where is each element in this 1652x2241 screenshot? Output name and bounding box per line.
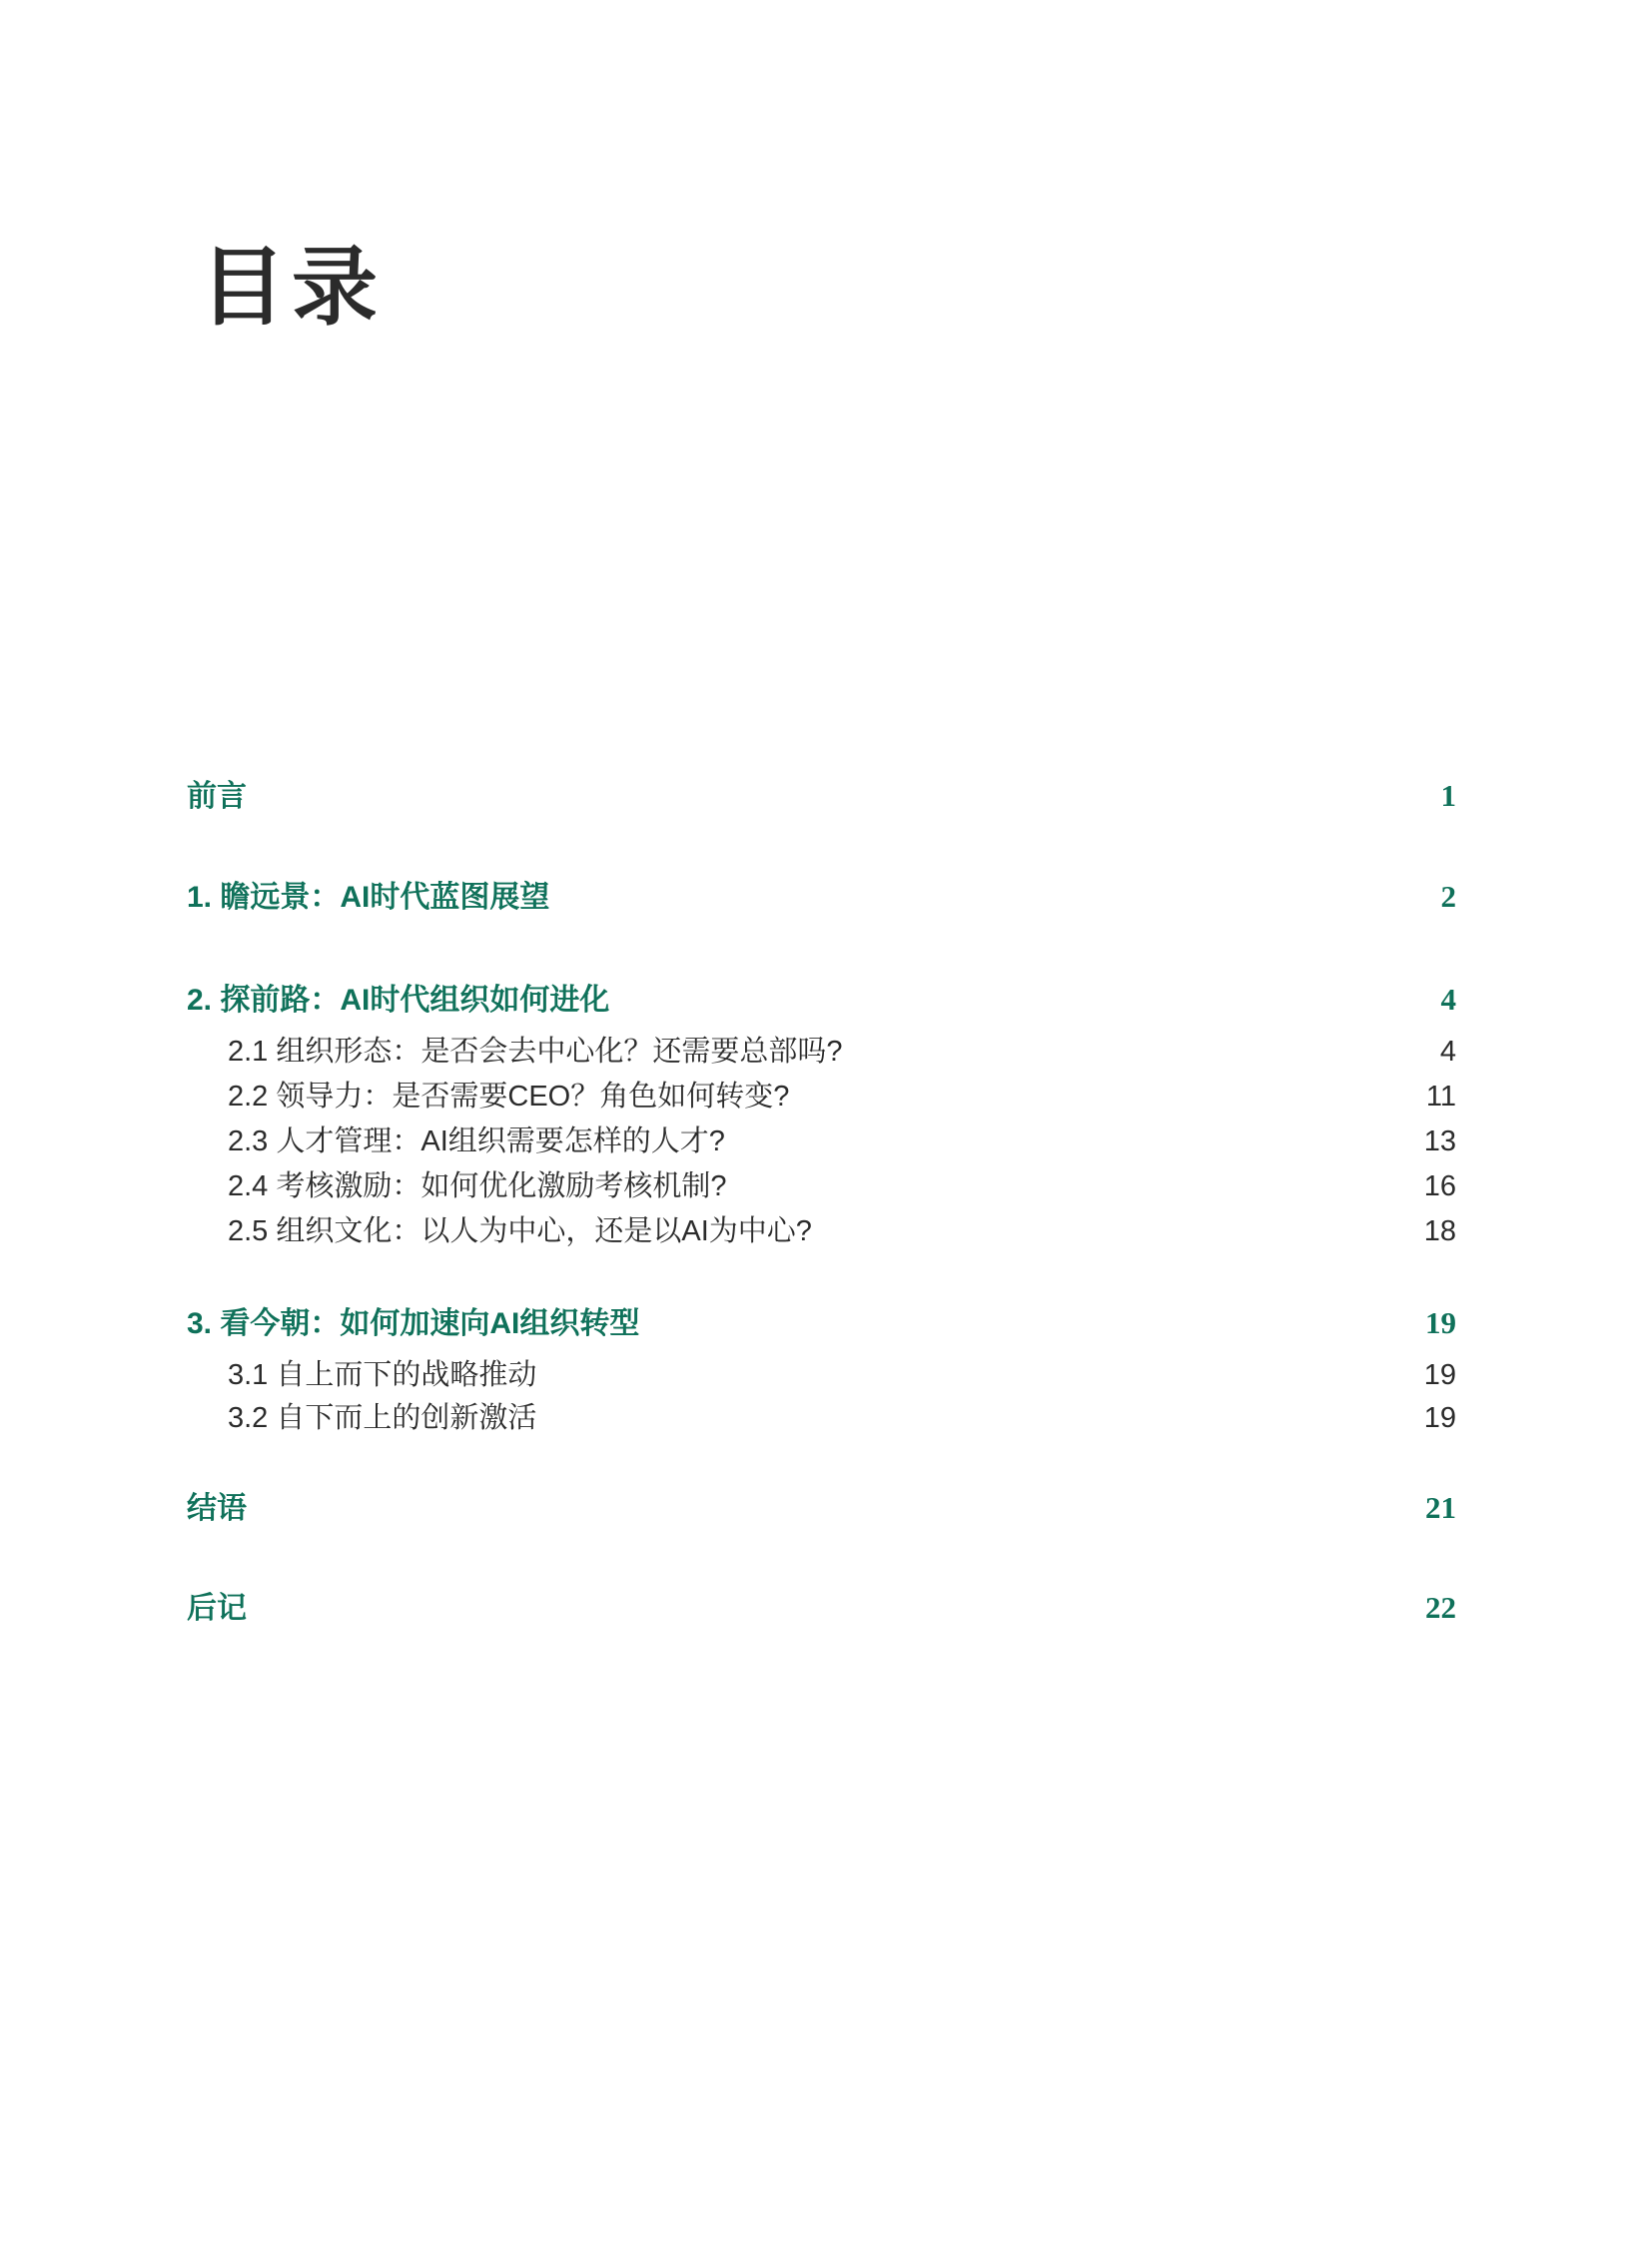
- toc-entry-label: 3.1 自上而下的战略推动: [228, 1359, 537, 1391]
- toc-entry-label: 前言: [187, 780, 247, 813]
- toc-entry-page-number: 4: [1440, 982, 1456, 1017]
- toc-entry-page-number: 19: [1423, 1359, 1456, 1391]
- toc-entry[interactable]: [187, 1124, 1456, 1159]
- toc-entry-label: 3.2 自下而上的创新激活: [228, 1402, 537, 1434]
- table-of-contents: [187, 778, 1456, 1627]
- toc-entry-label: 2.3 人才管理：AI组织需要怎样的人才?: [228, 1125, 725, 1157]
- toc-entry-label: 1. 瞻远景：AI时代蓝图展望: [187, 881, 550, 914]
- toc-entry[interactable]: [187, 1358, 1456, 1393]
- toc-entry[interactable]: [187, 1214, 1456, 1249]
- toc-entry[interactable]: [187, 1401, 1456, 1436]
- toc-entry[interactable]: [187, 1490, 1456, 1527]
- toc-entry-label: 2.4 考核激励：如何优化激励考核机制?: [228, 1170, 727, 1202]
- toc-entry-label: 后记: [187, 1592, 247, 1625]
- toc-entry-page-number: 19: [1425, 1305, 1456, 1340]
- toc-entry-label: 2.1 组织形态：是否会去中心化？还需要总部吗?: [228, 1036, 843, 1068]
- toc-entry[interactable]: [187, 1169, 1456, 1204]
- toc-entry-label: 结语: [187, 1492, 247, 1525]
- toc-entry[interactable]: [187, 778, 1456, 815]
- toc-entry-page-number: 21: [1425, 1490, 1456, 1525]
- toc-entry-page-number: 13: [1423, 1125, 1456, 1157]
- toc-entry-page-number: 16: [1423, 1170, 1456, 1202]
- toc-entry[interactable]: [187, 1035, 1456, 1070]
- toc-entry-label: 2.5 组织文化：以人为中心，还是以AI为中心?: [228, 1215, 812, 1247]
- toc-entry[interactable]: [187, 1590, 1456, 1627]
- toc-entry-page-number: 2: [1440, 879, 1456, 914]
- page-title: 目录: [200, 239, 384, 336]
- toc-entry[interactable]: [187, 982, 1456, 1019]
- toc-entry[interactable]: [187, 879, 1456, 916]
- toc-entry-label: 2.2 领导力：是否需要CEO？角色如何转变?: [228, 1081, 790, 1113]
- toc-entry-page-number: 18: [1423, 1215, 1456, 1247]
- toc-entry-page-number: 1: [1440, 778, 1456, 813]
- toc-entry-label: 2. 探前路：AI时代组织如何进化: [187, 984, 610, 1017]
- toc-entry-page-number: 19: [1423, 1402, 1456, 1434]
- toc-entry-page-number: 11: [1425, 1081, 1456, 1113]
- toc-entry[interactable]: [187, 1305, 1456, 1342]
- toc-entry[interactable]: [187, 1080, 1456, 1115]
- toc-entry-page-number: 4: [1439, 1036, 1456, 1068]
- toc-entry-label: 3. 看今朝：如何加速向AI组织转型: [187, 1307, 640, 1340]
- toc-entry-page-number: 22: [1425, 1590, 1456, 1625]
